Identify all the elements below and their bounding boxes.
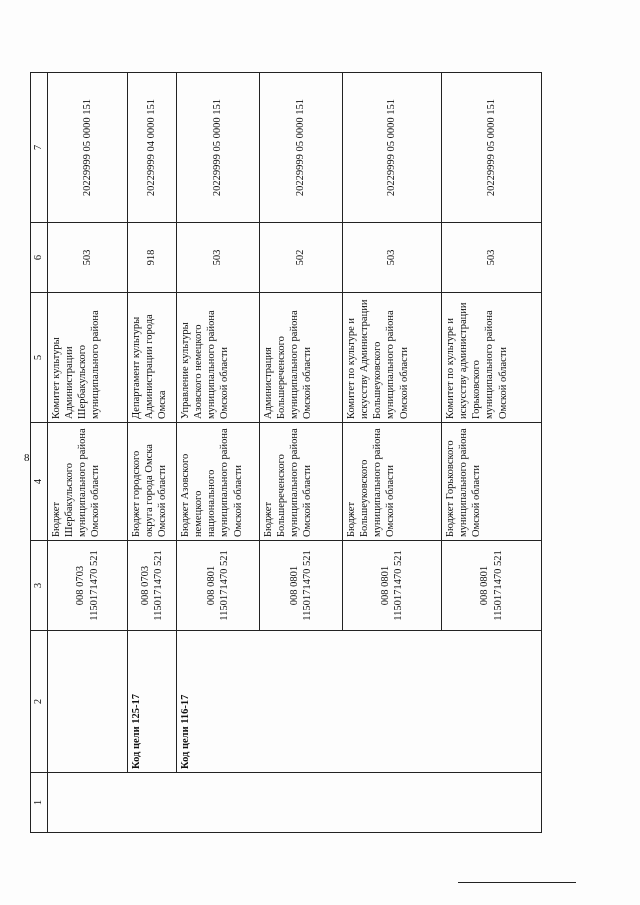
col-header-7: 7 xyxy=(31,73,48,223)
administrator-cell: Комитет культуры Администрации Шербакульского муниципального района xyxy=(48,293,128,423)
budget-name-cell: Бюджет Большереченского муниципального района Омской области xyxy=(260,423,343,541)
col-header-3: 3 xyxy=(31,541,48,631)
col-header-1: 1 xyxy=(31,773,48,833)
admin-code-cell: 503 xyxy=(442,223,542,293)
classification-code-cell: 008 0801 1150171470 521 xyxy=(260,541,343,631)
classification-code-cell: 008 0801 1150171470 521 xyxy=(442,541,542,631)
administrator-cell: Комитет по культуре и искусству администрации Горьковского муниципального района Омской области xyxy=(442,293,542,423)
classification-code-cell: 008 0703 1150171470 521 xyxy=(128,541,177,631)
budget-name-cell: Бюджет Азовского немецкого национального муниципального района Омской области xyxy=(177,423,260,541)
target-code-cell: Код цели 116-17 xyxy=(177,631,542,773)
kbk-cell: 20229999 04 0000 151 xyxy=(128,73,177,223)
admin-code-cell: 503 xyxy=(343,223,442,293)
budget-name-cell: Бюджет городского округа города Омска Омской области xyxy=(128,423,177,541)
col1-cell xyxy=(48,773,542,833)
header-row xyxy=(31,73,48,833)
classification-code-cell: 008 0801 1150171470 521 xyxy=(177,541,260,631)
target-code-cell: Код цели 125-17 xyxy=(128,631,177,773)
kbk-cell: 20229999 05 0000 151 xyxy=(442,73,542,223)
table-row xyxy=(177,73,260,833)
admin-code-cell: 502 xyxy=(260,223,343,293)
col-header-4: 4 xyxy=(31,423,48,541)
administrator-cell: Комитет по культуре и искусству Администрации Большеуковского муниципального района Омской области xyxy=(343,293,442,423)
table-row xyxy=(48,73,128,833)
classification-code-cell: 008 0703 1150171470 521 xyxy=(48,541,128,631)
kbk-cell: 20229999 05 0000 151 xyxy=(48,73,128,223)
admin-code-cell: 503 xyxy=(48,223,128,293)
kbk-cell: 20229999 05 0000 151 xyxy=(260,73,343,223)
kbk-cell: 20229999 05 0000 151 xyxy=(343,73,442,223)
target-code-cell xyxy=(48,631,128,773)
admin-code-cell: 918 xyxy=(128,223,177,293)
footnote-divider xyxy=(458,882,576,883)
budget-name-cell: Бюджет Шербакульского муниципального района Омской области xyxy=(48,423,128,541)
administrator-cell: Департамент культуры Администрации города Омска xyxy=(128,293,177,423)
col-header-6: 6 xyxy=(31,223,48,293)
rotated-table-wrapper xyxy=(30,73,575,833)
admin-code-cell: 503 xyxy=(177,223,260,293)
budget-table xyxy=(30,72,542,833)
table-row xyxy=(128,73,177,833)
administrator-cell: Администрация Большереченского муниципального района Омской области xyxy=(260,293,343,423)
page-number: 8 xyxy=(24,452,30,464)
kbk-cell: 20229999 05 0000 151 xyxy=(177,73,260,223)
classification-code-cell: 008 0801 1150171470 521 xyxy=(343,541,442,631)
budget-name-cell: Бюджет Горьковского муниципального района Омской области xyxy=(442,423,542,541)
budget-name-cell: Бюджет Большеуковского муниципального района Омской области xyxy=(343,423,442,541)
col-header-5: 5 xyxy=(31,293,48,423)
administrator-cell: Управление культуры Азовского немецкого муниципального района Омской области xyxy=(177,293,260,423)
col-header-2: 2 xyxy=(31,631,48,773)
